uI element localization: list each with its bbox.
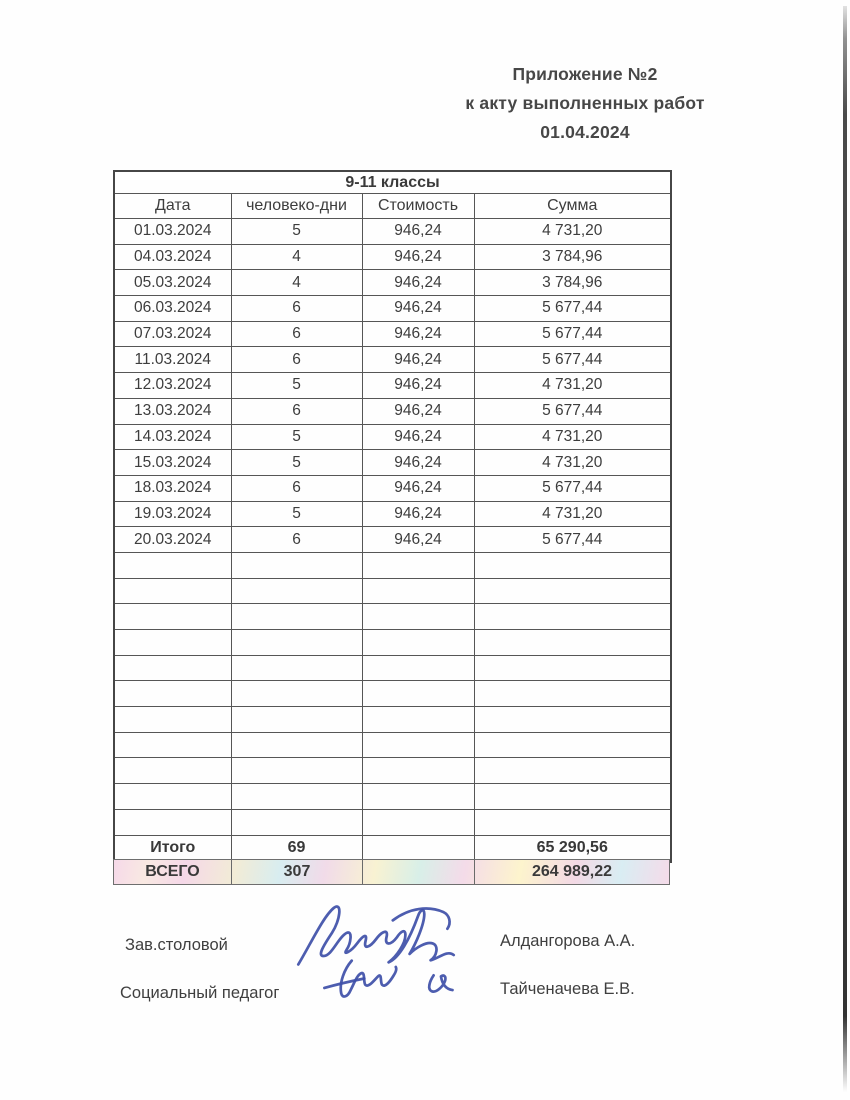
empty-table-row — [114, 552, 671, 578]
table-cell: 15.03.2024 — [114, 450, 231, 476]
table-cell — [231, 732, 362, 758]
table-row — [114, 424, 671, 450]
table-cell — [362, 552, 474, 578]
table-cell: 4 731,20 — [474, 450, 671, 476]
empty-table-row — [114, 707, 671, 733]
table-cell: 4 — [231, 270, 362, 296]
table-cell — [114, 604, 231, 630]
table-cell: 13.03.2024 — [114, 398, 231, 424]
empty-table-row — [114, 578, 671, 604]
table-cell — [114, 630, 231, 656]
column-header-cost: Стоимость — [362, 194, 474, 219]
empty-table-row — [114, 630, 671, 656]
table-title: 9-11 классы — [114, 171, 671, 194]
table-cell: 946,24 — [362, 270, 474, 296]
signature-name-taychenacheva: Тайченачева Е.В. — [500, 980, 635, 998]
table-cell: 14.03.2024 — [114, 424, 231, 450]
table-cell: 07.03.2024 — [114, 321, 231, 347]
grand-total-cost — [362, 860, 474, 884]
table-row — [114, 321, 671, 347]
total-row — [114, 835, 671, 862]
table-row — [114, 219, 671, 245]
column-header-person-days: человеко-дни — [231, 194, 362, 219]
table-cell: 06.03.2024 — [114, 296, 231, 322]
grand-total-bar — [113, 859, 670, 885]
table-cell: 3 784,96 — [474, 270, 671, 296]
table-cell: 946,24 — [362, 475, 474, 501]
table-row — [114, 296, 671, 322]
empty-table-row — [114, 758, 671, 784]
scan-edge-artifact — [843, 6, 847, 1092]
table-cell — [231, 630, 362, 656]
signature-role-social-pedagogue: Социальный педагог — [120, 984, 280, 1002]
total-days: 69 — [231, 835, 362, 862]
table-cell: 946,24 — [362, 398, 474, 424]
table-cell — [474, 655, 671, 681]
table-cell — [231, 758, 362, 784]
table-cell — [114, 732, 231, 758]
table-cell — [362, 809, 474, 835]
column-header-sum: Сумма — [474, 194, 671, 219]
table-cell — [114, 552, 231, 578]
header-act-reference: к акту выполненных работ — [465, 93, 705, 113]
table-cell — [114, 809, 231, 835]
table-cell: 4 731,20 — [474, 373, 671, 399]
table-cell — [362, 655, 474, 681]
table-cell: 946,24 — [362, 450, 474, 476]
table-row — [114, 270, 671, 296]
table-cell — [362, 784, 474, 810]
table-cell: 6 — [231, 296, 362, 322]
table-row — [114, 501, 671, 527]
empty-table-row — [114, 784, 671, 810]
table-cell: 5 677,44 — [474, 321, 671, 347]
empty-table-row — [114, 809, 671, 835]
table-row — [114, 347, 671, 373]
table-cell — [114, 784, 231, 810]
grand-total-sum: 264 989,22 — [474, 860, 669, 884]
document-header — [438, 60, 732, 147]
table-cell — [362, 578, 474, 604]
table-cell — [231, 784, 362, 810]
table-cell: 946,24 — [362, 219, 474, 245]
table-cell — [114, 707, 231, 733]
table-cell: 5 — [231, 501, 362, 527]
table-cell: 5 — [231, 450, 362, 476]
grand-total-days: 307 — [231, 860, 362, 884]
table-cell — [231, 655, 362, 681]
table-cell: 5 677,44 — [474, 475, 671, 501]
table-cell: 946,24 — [362, 527, 474, 553]
empty-table-row — [114, 681, 671, 707]
table-cell: 5 677,44 — [474, 296, 671, 322]
table-cell: 946,24 — [362, 373, 474, 399]
table-cell — [114, 578, 231, 604]
table-cell: 20.03.2024 — [114, 527, 231, 553]
table-cell: 946,24 — [362, 296, 474, 322]
table-row — [114, 398, 671, 424]
grand-total-label: ВСЕГО — [145, 863, 200, 880]
total-cost — [362, 835, 474, 862]
table-cell — [474, 630, 671, 656]
table-cell — [474, 578, 671, 604]
table-cell — [474, 552, 671, 578]
table-cell: 5 — [231, 373, 362, 399]
table-cell — [474, 809, 671, 835]
table-row — [114, 450, 671, 476]
header-date: 01.04.2024 — [540, 122, 630, 142]
table-row — [114, 244, 671, 270]
signature-role-canteen-manager: Зав.столовой — [125, 936, 228, 954]
table-cell: 946,24 — [362, 501, 474, 527]
table-cell — [474, 681, 671, 707]
table-cell — [474, 758, 671, 784]
table-cell — [114, 758, 231, 784]
table-cell — [362, 681, 474, 707]
table-cell: 3 784,96 — [474, 244, 671, 270]
attendance-table — [113, 170, 672, 863]
table-cell: 12.03.2024 — [114, 373, 231, 399]
table-cell: 4 731,20 — [474, 219, 671, 245]
table-cell — [474, 707, 671, 733]
total-label: Итого — [114, 835, 231, 862]
table-cell: 5 677,44 — [474, 347, 671, 373]
table-cell — [114, 681, 231, 707]
table-cell — [474, 784, 671, 810]
table-cell — [362, 707, 474, 733]
signature-name-aldangorova: Алдангорова А.А. — [500, 932, 636, 950]
table-cell: 5 — [231, 219, 362, 245]
table-cell: 4 — [231, 244, 362, 270]
table-cell: 04.03.2024 — [114, 244, 231, 270]
header-appendix-number: Приложение №2 — [512, 64, 658, 84]
column-header-date: Дата — [114, 194, 231, 219]
table-cell: 946,24 — [362, 347, 474, 373]
table-cell: 946,24 — [362, 321, 474, 347]
table-title-row — [114, 171, 671, 194]
table-header-row — [114, 194, 671, 219]
table-cell: 6 — [231, 475, 362, 501]
table-cell: 6 — [231, 321, 362, 347]
table-cell: 6 — [231, 347, 362, 373]
table-row — [114, 527, 671, 553]
table-cell: 05.03.2024 — [114, 270, 231, 296]
table-cell: 01.03.2024 — [114, 219, 231, 245]
total-sum: 65 290,56 — [474, 835, 671, 862]
table-cell — [362, 630, 474, 656]
table-cell: 5 677,44 — [474, 527, 671, 553]
table-cell — [231, 552, 362, 578]
table-row — [114, 373, 671, 399]
table-cell: 946,24 — [362, 424, 474, 450]
table-cell: 19.03.2024 — [114, 501, 231, 527]
table-cell — [231, 604, 362, 630]
table-cell: 4 731,20 — [474, 424, 671, 450]
table-cell: 946,24 — [362, 244, 474, 270]
table-cell — [362, 732, 474, 758]
table-cell: 11.03.2024 — [114, 347, 231, 373]
table-row — [114, 475, 671, 501]
table-cell — [231, 681, 362, 707]
table-cell: 18.03.2024 — [114, 475, 231, 501]
table-cell: 5 677,44 — [474, 398, 671, 424]
table-cell — [231, 707, 362, 733]
table-cell — [362, 758, 474, 784]
table-cell — [114, 655, 231, 681]
table-cell — [231, 578, 362, 604]
table-cell — [362, 604, 474, 630]
table-cell — [474, 604, 671, 630]
table-cell: 5 — [231, 424, 362, 450]
empty-table-row — [114, 604, 671, 630]
table-cell: 6 — [231, 527, 362, 553]
table-cell — [474, 732, 671, 758]
table-cell: 6 — [231, 398, 362, 424]
empty-table-row — [114, 655, 671, 681]
empty-table-row — [114, 732, 671, 758]
table-cell — [231, 809, 362, 835]
table-cell: 4 731,20 — [474, 501, 671, 527]
signature-social-pedagogue-icon — [316, 954, 463, 1002]
